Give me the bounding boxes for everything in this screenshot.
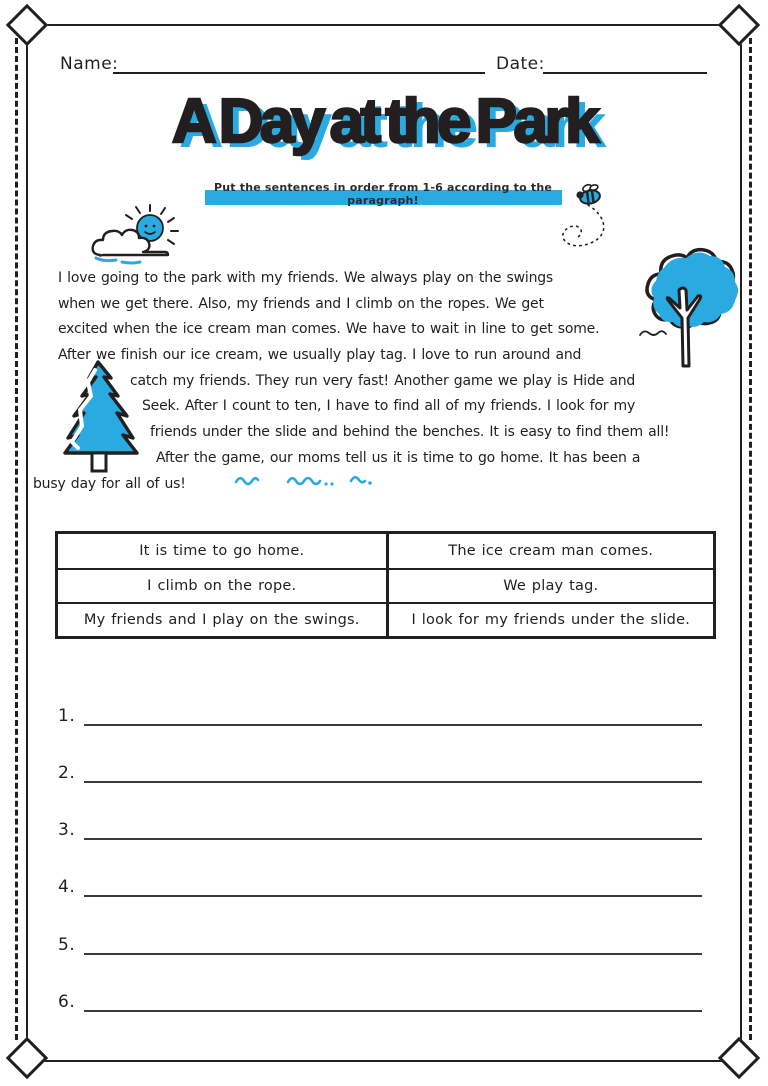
answer-number-6: 6. xyxy=(58,992,76,1012)
story-line-2: when we get there. Also, my friends and I climb on the ropes. We get xyxy=(58,295,544,312)
name-label: Name: xyxy=(60,54,119,74)
story-line-4: After we finish our ice cream, we usually play tag. I love to run around and xyxy=(58,347,582,364)
answer-number-1: 1. xyxy=(58,706,76,726)
sentence-cell: The ice cream man comes. xyxy=(386,534,714,568)
left-dashed-border xyxy=(15,38,18,1040)
story-line-1: I love going to the park with my friends. We always play on the swings xyxy=(58,270,554,286)
sentence-table xyxy=(55,531,716,639)
answer-number-3: 3. xyxy=(58,820,76,840)
story-line-3: excited when the ice cream man comes. We have to wait in line to get some. xyxy=(58,321,600,338)
answer-row-3 xyxy=(58,813,702,840)
sentence-cell: I look for my friends under the slide. xyxy=(386,602,714,636)
story-line-8: After the game, our moms tell us it is time to go home. It has been a xyxy=(156,449,641,466)
sentence-cell: We play tag. xyxy=(386,568,714,602)
answer-blank-3[interactable] xyxy=(84,814,702,840)
right-dashed-border xyxy=(749,38,752,1040)
answer-row-6 xyxy=(58,985,702,1012)
cloud-sun-doodle-icon xyxy=(84,203,186,267)
answer-number-2: 2. xyxy=(58,763,76,783)
story-line-5: catch my friends. They run very fast! Another game we play is Hide and xyxy=(130,372,636,389)
date-input-line[interactable] xyxy=(543,52,707,74)
answer-blank-1[interactable] xyxy=(84,700,702,726)
sentence-cell: I climb on the rope. xyxy=(58,568,386,602)
story-line-7: friends under the slide and behind the benches. It is easy to find them all! xyxy=(150,424,670,441)
answer-blank-4[interactable] xyxy=(84,871,702,897)
name-input-line[interactable] xyxy=(113,52,485,74)
sentence-cell: It is time to go home. xyxy=(139,543,305,559)
answer-row-1 xyxy=(58,699,702,726)
story-line-6: Seek. After I count to ten, I have to find all of my friends. I look for my xyxy=(142,398,636,415)
answer-number-5: 5. xyxy=(58,935,76,955)
answer-blank-5[interactable] xyxy=(84,929,702,955)
answer-blank-6[interactable] xyxy=(84,986,702,1012)
date-label: Date: xyxy=(496,54,545,74)
answer-row-5 xyxy=(58,928,702,955)
story-paragraph xyxy=(33,266,698,497)
story-line-9: busy day for all of us! xyxy=(33,475,186,492)
answer-row-2 xyxy=(58,756,702,783)
worksheet-title: A Day at the Park xyxy=(171,87,597,156)
answer-row-4 xyxy=(58,870,702,897)
sentence-cell: My friends and I play on the swings. xyxy=(58,602,386,636)
answer-blank-2[interactable] xyxy=(84,757,702,783)
answer-number-4: 4. xyxy=(58,877,76,897)
instruction-text: Put the sentences in order from 1-6 according to the paragraph! xyxy=(213,181,553,207)
